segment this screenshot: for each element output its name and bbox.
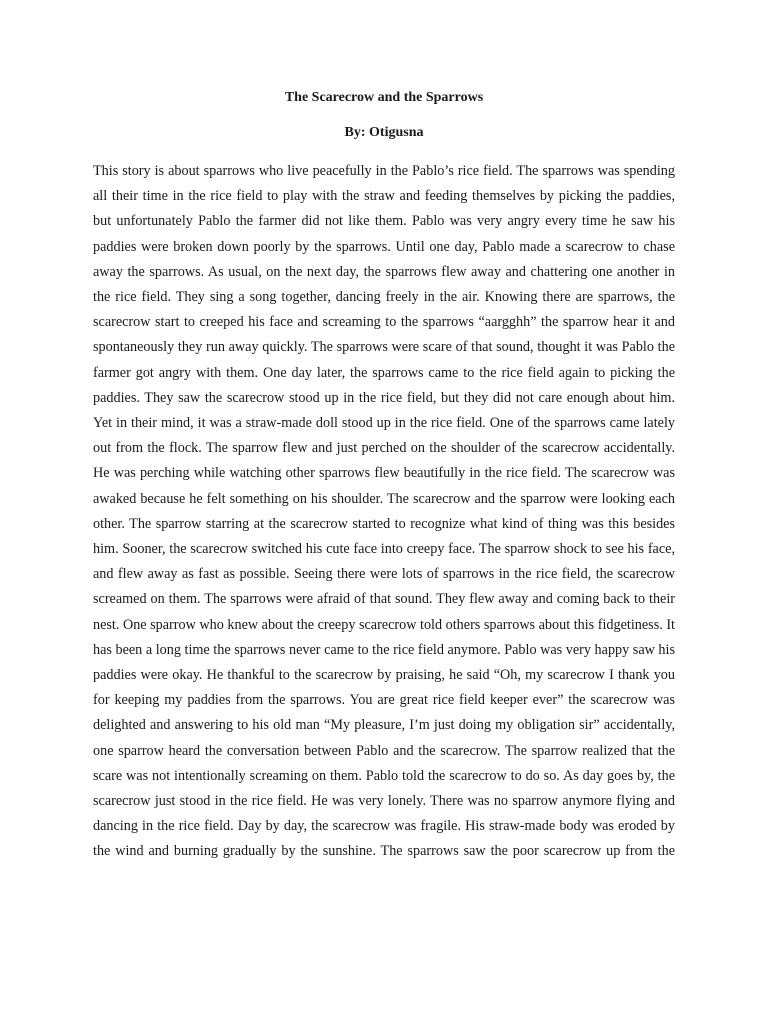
document-author: By: Otigusna <box>344 125 424 140</box>
document-body: This story is about sparrows who live peacefully in the Pablo’s rice field. The sparrows was spending all their time in the rice field to play with the straw and feeding themselves by picking the paddies, but unfortunately Pablo the farmer did not like them. Pablo was very angry every time he saw his paddies were broken down poorly by the sparrows. Until one day, Pablo made a scarecrow to chase away the sparrows. As usual, on the next day, the sparrows flew away and chattering one another in the rice field. They sing a song together, dancing freely in the air. Knowing there are sparrows, the scarecrow start to creeped his face and screaming to the sparrows “aargghh” the sparrow hear it and spontaneously they run away quickly. The sparrows were scare of that sound, thought it was Pablo the farmer got angry with them. One day later, the sparrows came to the rice field again to picking the paddies. They saw the scarecrow stood up in the rice field, but they did not care enough about him. Yet in their mind, it was a straw-made doll stood up in the rice field. One of the sparrows came lately out from the flock. The sparrow flew and just perched on the shoulder of the scarecrow accidentally. He was perching while watching other sparrows flew beautifully in the rice field. The scarecrow was awaked because he felt something on his shoulder. The scarecrow and the sparrow were looking each other. The sparrow starring at the scarecrow started to recognize what kind of thing was this besides him. Sooner, the scarecrow switched his cute face into creepy face. The sparrow shock to see his face, and flew away as fast as possible. Seeing there were lots of sparrows in the rice field, the scarecrow screamed on them. The sparrows were afraid of that sound. They flew away and coming back to their nest. One sparrow who knew about the creepy scarecrow told others sparrows about this fidgetiness. It has been a long time the sparrows never came to the rice field anymore. Pablo was very happy saw his paddies were okay. He thankful to the scarecrow by praising, he said “Oh, my scarecrow I thank you for keeping my paddies from the sparrows. You are great rice field keeper ever” the scarecrow was delighted and answering to his old man “My pleasure, I’m just doing my obligation sir” accidentally, one sparrow heard the conversation between Pablo and the scarecrow. The sparrow realized that the scare was not intentionally screaming on them. Pablo told the scarecrow to do so. As day goes by, the scarecrow just stood in the rice field. He was very lonely. There was no sparrow anymore flying and dancing in the rice field. Day by day, the scarecrow was fragile. His straw-made body was eroded by the wind and burning gradually by the sunshine. The sparrows saw the poor scarecrow up from the <box>93 163 675 860</box>
document-title: The Scarecrow and the Sparrows <box>284 90 484 105</box>
